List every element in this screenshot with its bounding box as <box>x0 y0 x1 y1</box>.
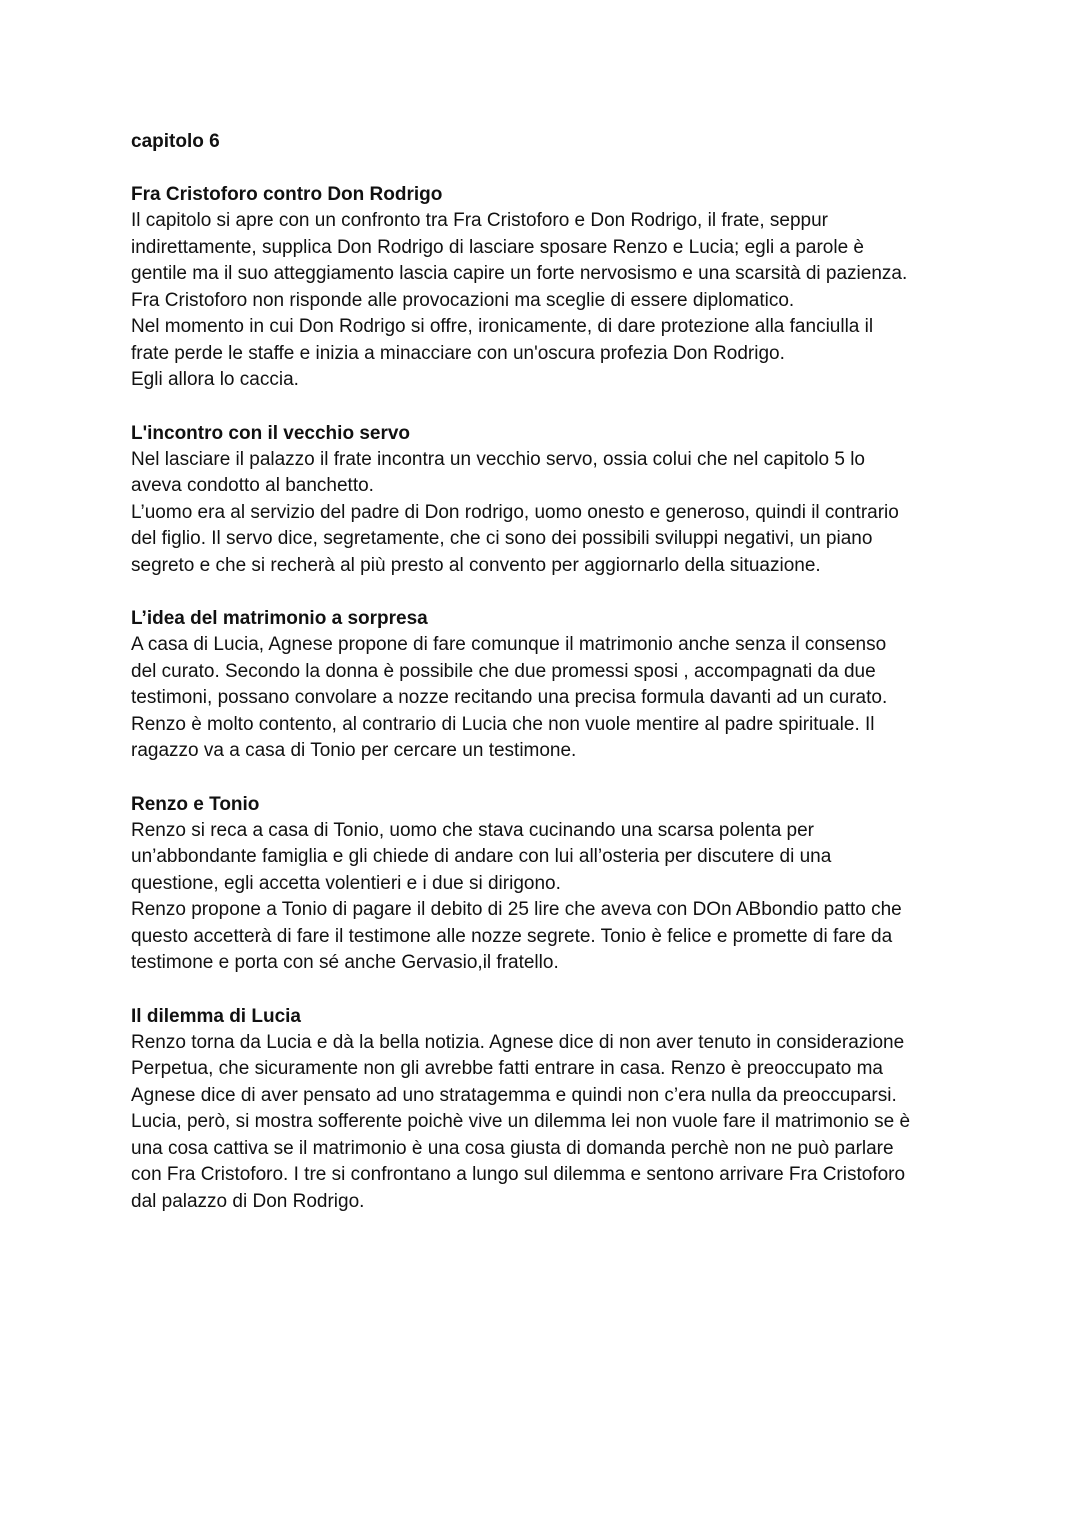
section-renzo-tonio <box>131 791 961 977</box>
paragraph-line: gentile ma il suo atteggiamento lascia capire un forte nervosismo e una scarsità di pazienza. <box>131 263 908 284</box>
paragraph-line: Perpetua, che sicuramente non gli avrebbe fatti entrare in casa. Renzo è preoccupato ma <box>131 1058 883 1079</box>
paragraph-line: testimoni, possano convolare a nozze recitando una precisa formula davanti ad un curato. <box>131 687 888 708</box>
chapter-title: capitolo 6 <box>131 131 220 152</box>
paragraph-line: indirettamente, supplica Don Rodrigo di lasciare sposare Renzo e Lucia; egli a parole è <box>131 236 864 258</box>
paragraph-line: Renzo è molto contento, al contrario di Lucia che non vuole mentire al padre spirituale. Il <box>131 713 875 735</box>
section-title: L'incontro con il vecchio servo <box>131 422 411 444</box>
section-title: Renzo e Tonio <box>131 793 260 815</box>
paragraph-line: aveva condotto al banchetto. <box>131 475 374 496</box>
paragraph-line: del figlio. Il servo dice, segretamente, che ci sono dei possibili sviluppi negativi, un piano <box>131 528 873 549</box>
section-vecchio-servo <box>131 420 961 580</box>
paragraph-line: con Fra Cristoforo. I tre si confrontano a lungo sul dilemma e sentono arrivare Fra Cristoforo <box>131 1164 906 1185</box>
paragraph-line: del curato. Secondo la donna è possibile che due promessi sposi , accompagnati da due <box>131 660 876 682</box>
paragraph-line: Renzo propone a Tonio di pagare il debito di 25 lire che aveva con DOn ABbondio patto che <box>131 899 902 920</box>
paragraph-line: Nel lasciare il palazzo il frate incontra un vecchio servo, ossia colui che nel capitolo 5 lo <box>131 448 865 470</box>
paragraph-line: Lucia, però, si mostra sofferente poichè vive un dilemma lei non vuole fare il matrimonio se è <box>131 1111 911 1132</box>
paragraph-line: Il capitolo si apre con un confronto tra Fra Cristoforo e Don Rodrigo, il frate, seppur <box>131 210 829 231</box>
paragraph-line: L’uomo era al servizio del padre di Don rodrigo, uomo onesto e generoso, quindi il contrario <box>131 501 899 523</box>
paragraph-line: Renzo si reca a casa di Tonio, uomo che stava cucinando una scarsa polenta per <box>131 819 815 841</box>
section-matrimonio-sorpresa <box>131 605 961 765</box>
section-title: L’idea del matrimonio a sorpresa <box>131 608 428 629</box>
paragraph-line: segreto e che si recherà al più presto al convento per aggiornarlo della situazione. <box>131 554 821 576</box>
section-title: Fra Cristoforo contro Don Rodrigo <box>131 184 443 205</box>
paragraph-line: frate perde le staffe e inizia a minacciare con un'oscura profezia Don Rodrigo. <box>131 342 785 364</box>
paragraph-line: Agnese dice di aver pensato ad uno stratagemma e quindi non c’era nulla da preoccuparsi. <box>131 1084 897 1106</box>
paragraph-line: testimone e porta con sé anche Gervasio,il fratello. <box>131 952 559 973</box>
paragraph-line: dal palazzo di Don Rodrigo. <box>131 1190 365 1212</box>
paragraph-line: ragazzo va a casa di Tonio per cercare un testimone. <box>131 740 577 761</box>
paragraph-line: questo accetterà di fare il testimone alle nozze segrete. Tonio è felice e promette di fare da <box>131 925 893 947</box>
paragraph-line: Egli allora lo caccia. <box>131 369 299 390</box>
document-page <box>131 128 961 1241</box>
paragraph-line: Renzo torna da Lucia e dà la bella notizia. Agnese dice di non aver tenuto in considerazione <box>131 1031 905 1053</box>
section-fra-cristoforo <box>131 181 961 394</box>
paragraph-line: questione, egli accetta volentieri e i due si dirigono. <box>131 872 561 894</box>
paragraph-line: Fra Cristoforo non risponde alle provocazioni ma sceglie di essere diplomatico. <box>131 289 795 311</box>
paragraph-line: Nel momento in cui Don Rodrigo si offre, ironicamente, di dare protezione alla fanciulla il <box>131 316 874 337</box>
section-title: Il dilemma di Lucia <box>131 1005 301 1027</box>
paragraph-line: un’abbondante famiglia e gli chiede di andare con lui all’osteria per discutere di una <box>131 846 832 867</box>
paragraph-line: A casa di Lucia, Agnese propone di fare comunque il matrimonio anche senza il consenso <box>131 634 887 655</box>
section-dilemma-lucia <box>131 1003 961 1216</box>
paragraph-line: una cosa cattiva se il matrimonio è una cosa giusta di domanda perchè non ne può parlare <box>131 1137 894 1159</box>
